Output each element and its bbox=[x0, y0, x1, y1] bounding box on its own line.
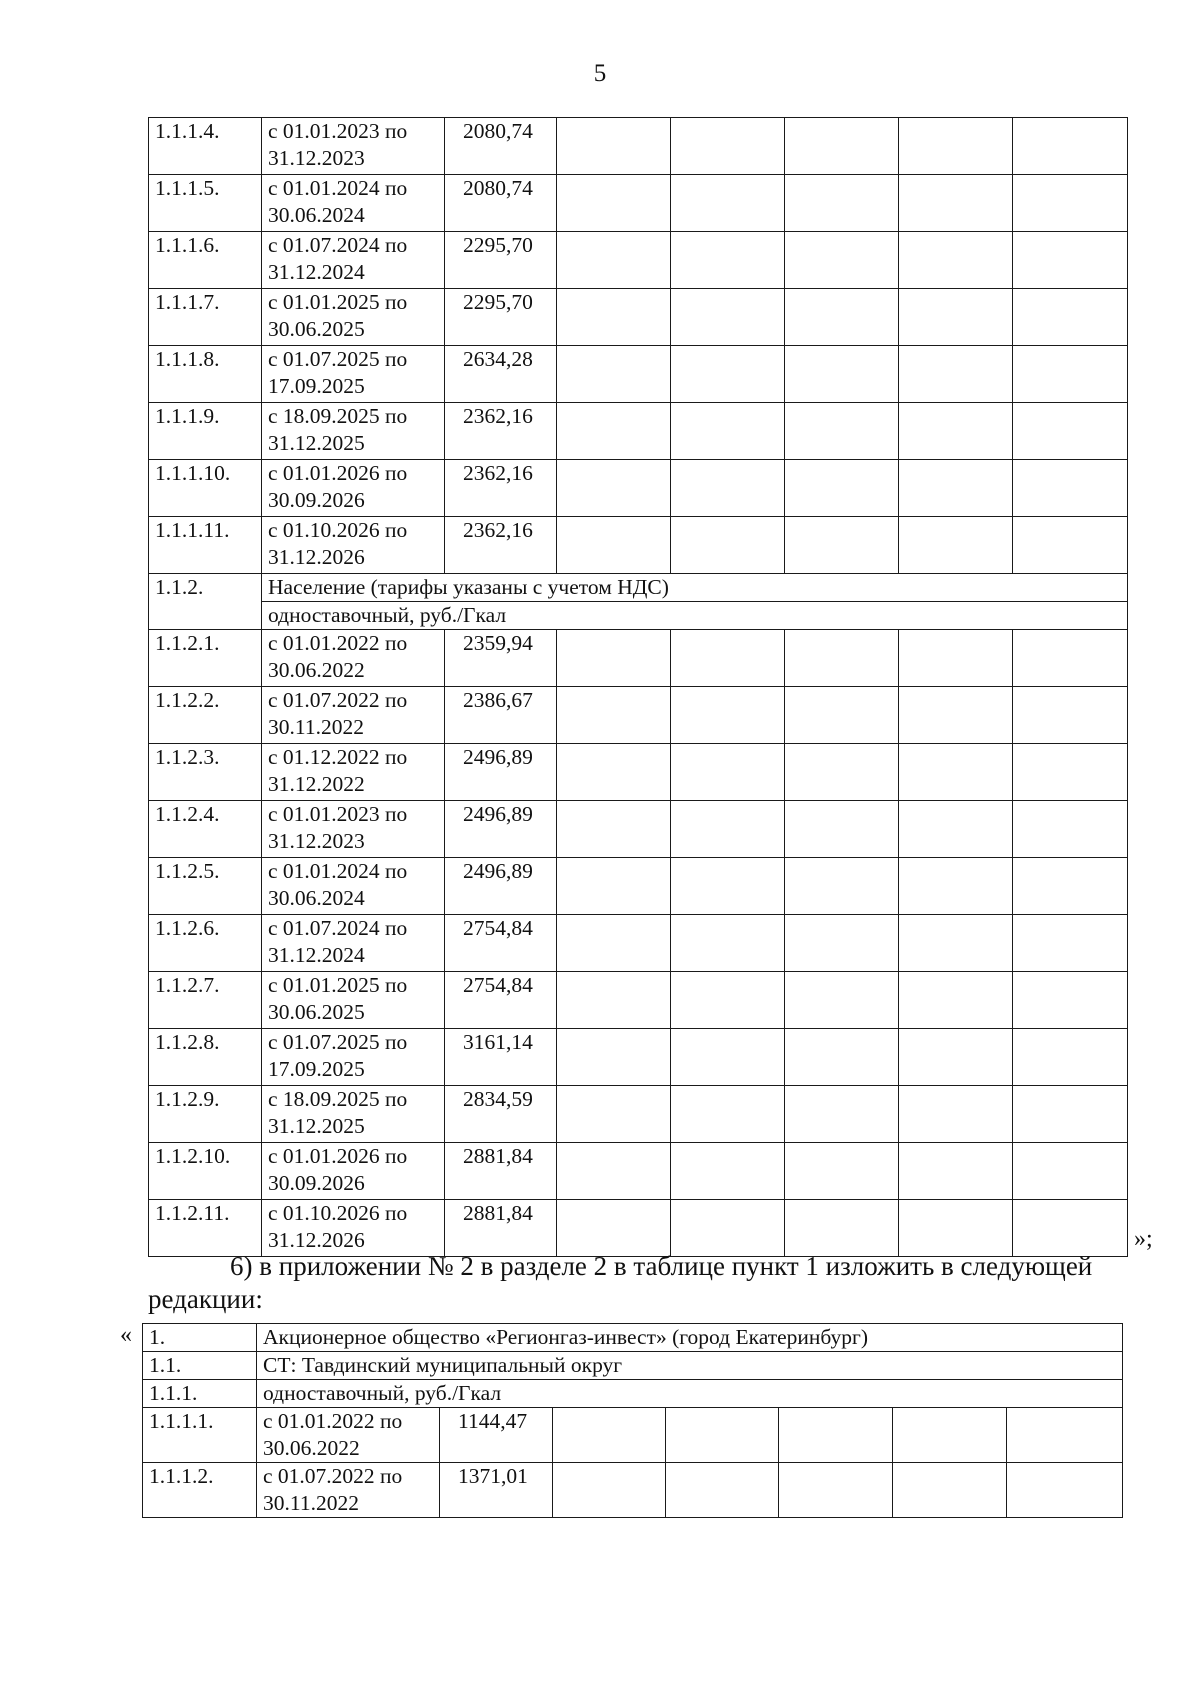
empty-cell bbox=[785, 1143, 899, 1200]
empty-cell bbox=[666, 1408, 779, 1463]
empty-cell bbox=[557, 687, 671, 744]
row-period bbox=[262, 744, 445, 801]
closing-quote: »; bbox=[1134, 1226, 1153, 1252]
empty-cell bbox=[899, 118, 1013, 175]
period-start: с 01.07.2025 по bbox=[268, 1030, 408, 1054]
group-row bbox=[149, 574, 1128, 602]
empty-cell bbox=[1013, 801, 1128, 858]
empty-cell bbox=[671, 232, 785, 289]
row-value: 2362,16 bbox=[445, 517, 557, 574]
header-row bbox=[143, 1324, 1123, 1352]
empty-cell bbox=[785, 460, 899, 517]
empty-cell bbox=[899, 175, 1013, 232]
row-value: 1371,01 bbox=[440, 1463, 553, 1518]
empty-cell bbox=[899, 403, 1013, 460]
empty-cell bbox=[671, 460, 785, 517]
group-subtitle-row bbox=[149, 602, 1128, 630]
row-code: 1.1.2.1. bbox=[149, 630, 262, 687]
table-row bbox=[149, 858, 1128, 915]
row-value: 2080,74 bbox=[445, 175, 557, 232]
empty-cell bbox=[553, 1408, 666, 1463]
empty-cell bbox=[557, 1143, 671, 1200]
empty-cell bbox=[1013, 1200, 1128, 1257]
row-period bbox=[257, 1463, 440, 1518]
row-value: 2496,89 bbox=[445, 858, 557, 915]
empty-cell bbox=[785, 1200, 899, 1257]
row-period bbox=[262, 915, 445, 972]
period-start: с 01.01.2023 по bbox=[268, 119, 408, 143]
empty-cell bbox=[1013, 744, 1128, 801]
empty-cell bbox=[785, 118, 899, 175]
row-period bbox=[262, 517, 445, 574]
period-start: с 01.01.2025 по bbox=[268, 973, 408, 997]
header-row bbox=[143, 1380, 1123, 1408]
empty-cell bbox=[1013, 1029, 1128, 1086]
row-code: 1.1.2.5. bbox=[149, 858, 262, 915]
row-value: 1144,47 bbox=[440, 1408, 553, 1463]
row-period bbox=[262, 460, 445, 517]
empty-cell bbox=[785, 687, 899, 744]
row-value: 2386,67 bbox=[445, 687, 557, 744]
row-code: 1.1.1.6. bbox=[149, 232, 262, 289]
empty-cell bbox=[557, 1086, 671, 1143]
empty-cell bbox=[1013, 1143, 1128, 1200]
empty-cell bbox=[899, 858, 1013, 915]
empty-cell bbox=[899, 972, 1013, 1029]
opening-quote: « bbox=[120, 1322, 132, 1348]
empty-cell bbox=[557, 801, 671, 858]
row-value: 3161,14 bbox=[445, 1029, 557, 1086]
group-subtitle: одноставочный, руб./Гкал bbox=[262, 602, 1128, 630]
empty-cell bbox=[1013, 1086, 1128, 1143]
table-row bbox=[149, 289, 1128, 346]
empty-cell bbox=[557, 346, 671, 403]
empty-cell bbox=[785, 1086, 899, 1143]
empty-cell bbox=[899, 1086, 1013, 1143]
row-value: 2496,89 bbox=[445, 744, 557, 801]
empty-cell bbox=[557, 858, 671, 915]
empty-cell bbox=[899, 801, 1013, 858]
period-end: 30.06.2025 bbox=[268, 1000, 365, 1024]
period-start: с 01.01.2023 по bbox=[268, 802, 408, 826]
empty-cell bbox=[557, 118, 671, 175]
row-code: 1.1.1.1. bbox=[143, 1408, 257, 1463]
row-period bbox=[262, 175, 445, 232]
row-value: 2359,94 bbox=[445, 630, 557, 687]
table-row bbox=[149, 1200, 1128, 1257]
empty-cell bbox=[1013, 403, 1128, 460]
row-code: 1.1.1.9. bbox=[149, 403, 262, 460]
empty-cell bbox=[779, 1408, 893, 1463]
header-text: СТ: Тавдинский муниципальный округ bbox=[257, 1352, 1123, 1380]
period-end: 31.12.2025 bbox=[268, 1114, 365, 1138]
row-code: 1.1.2.2. bbox=[149, 687, 262, 744]
table-row bbox=[149, 232, 1128, 289]
empty-cell bbox=[1013, 630, 1128, 687]
table-row bbox=[143, 1408, 1123, 1463]
empty-cell bbox=[899, 687, 1013, 744]
empty-cell bbox=[671, 744, 785, 801]
empty-cell bbox=[899, 1029, 1013, 1086]
table-row bbox=[149, 687, 1128, 744]
empty-cell bbox=[671, 630, 785, 687]
row-period bbox=[262, 1029, 445, 1086]
period-start: с 01.01.2026 по bbox=[268, 461, 408, 485]
empty-cell bbox=[785, 232, 899, 289]
empty-cell bbox=[671, 1029, 785, 1086]
empty-cell bbox=[785, 289, 899, 346]
empty-cell bbox=[671, 403, 785, 460]
empty-cell bbox=[671, 687, 785, 744]
period-start: с 01.01.2025 по bbox=[268, 290, 408, 314]
paragraph-line-2: редакции: bbox=[148, 1284, 263, 1314]
table-row bbox=[149, 1086, 1128, 1143]
row-code: 1.1.2.4. bbox=[149, 801, 262, 858]
tariff-table-continued bbox=[148, 117, 1128, 1257]
empty-cell bbox=[785, 915, 899, 972]
row-value: 2834,59 bbox=[445, 1086, 557, 1143]
row-period bbox=[262, 403, 445, 460]
empty-cell bbox=[557, 972, 671, 1029]
period-start: с 01.07.2022 по bbox=[268, 688, 408, 712]
empty-cell bbox=[557, 1029, 671, 1086]
empty-cell bbox=[785, 175, 899, 232]
empty-cell bbox=[899, 346, 1013, 403]
empty-cell bbox=[1013, 175, 1128, 232]
row-period bbox=[262, 118, 445, 175]
row-period bbox=[262, 1086, 445, 1143]
table-row bbox=[149, 801, 1128, 858]
row-period bbox=[262, 687, 445, 744]
empty-cell bbox=[1013, 118, 1128, 175]
empty-cell bbox=[557, 744, 671, 801]
period-end: 17.09.2025 bbox=[268, 374, 365, 398]
empty-cell bbox=[785, 744, 899, 801]
row-value: 2295,70 bbox=[445, 289, 557, 346]
row-code: 1.1.2.3. bbox=[149, 744, 262, 801]
period-end: 30.06.2022 bbox=[268, 658, 365, 682]
empty-cell bbox=[899, 289, 1013, 346]
table-row bbox=[149, 403, 1128, 460]
empty-cell bbox=[1013, 915, 1128, 972]
row-period bbox=[262, 858, 445, 915]
row-period bbox=[262, 346, 445, 403]
empty-cell bbox=[1013, 858, 1128, 915]
period-start: с 01.01.2024 по bbox=[268, 176, 408, 200]
amendment-paragraph bbox=[148, 1250, 1168, 1316]
empty-cell bbox=[1007, 1408, 1123, 1463]
empty-cell bbox=[1013, 972, 1128, 1029]
table-row bbox=[149, 744, 1128, 801]
row-code: 1.1.1.8. bbox=[149, 346, 262, 403]
row-period bbox=[257, 1408, 440, 1463]
empty-cell bbox=[671, 1086, 785, 1143]
row-value: 2080,74 bbox=[445, 118, 557, 175]
empty-cell bbox=[899, 915, 1013, 972]
table-row bbox=[149, 1143, 1128, 1200]
period-end: 30.09.2026 bbox=[268, 488, 365, 512]
empty-cell bbox=[1007, 1463, 1123, 1518]
group-code: 1.1.2. bbox=[149, 574, 262, 630]
empty-cell bbox=[785, 630, 899, 687]
empty-cell bbox=[671, 517, 785, 574]
header-row bbox=[143, 1352, 1123, 1380]
empty-cell bbox=[671, 915, 785, 972]
row-code: 1.1.1.2. bbox=[143, 1463, 257, 1518]
tariff-table-new bbox=[142, 1323, 1123, 1518]
empty-cell bbox=[1013, 346, 1128, 403]
period-end: 31.12.2025 bbox=[268, 431, 365, 455]
empty-cell bbox=[553, 1463, 666, 1518]
row-value: 2881,84 bbox=[445, 1143, 557, 1200]
period-end: 31.12.2023 bbox=[268, 829, 365, 853]
period-start: с 01.07.2024 по bbox=[268, 233, 408, 257]
empty-cell bbox=[666, 1463, 779, 1518]
row-code: 1.1.1.4. bbox=[149, 118, 262, 175]
row-period bbox=[262, 1143, 445, 1200]
paragraph-line-1: 6) в приложении № 2 в разделе 2 в таблице пункт 1 изложить в следующей bbox=[230, 1251, 1093, 1281]
empty-cell bbox=[671, 801, 785, 858]
row-code: 1.1.1.11. bbox=[149, 517, 262, 574]
empty-cell bbox=[785, 346, 899, 403]
row-code: 1.1.2.10. bbox=[149, 1143, 262, 1200]
row-period bbox=[262, 630, 445, 687]
empty-cell bbox=[893, 1408, 1007, 1463]
empty-cell bbox=[557, 915, 671, 972]
period-end: 30.11.2022 bbox=[263, 1491, 359, 1515]
period-end: 17.09.2025 bbox=[268, 1057, 365, 1081]
row-code: 1.1.2.9. bbox=[149, 1086, 262, 1143]
empty-cell bbox=[899, 630, 1013, 687]
row-code: 1.1.1.7. bbox=[149, 289, 262, 346]
period-start: с 01.01.2024 по bbox=[268, 859, 408, 883]
empty-cell bbox=[671, 118, 785, 175]
period-start: с 01.01.2022 по bbox=[263, 1409, 403, 1433]
empty-cell bbox=[557, 289, 671, 346]
empty-cell bbox=[671, 1143, 785, 1200]
empty-cell bbox=[557, 232, 671, 289]
period-end: 30.06.2025 bbox=[268, 317, 365, 341]
empty-cell bbox=[671, 858, 785, 915]
table-row bbox=[149, 346, 1128, 403]
empty-cell bbox=[785, 517, 899, 574]
empty-cell bbox=[899, 517, 1013, 574]
empty-cell bbox=[1013, 232, 1128, 289]
table-row bbox=[149, 972, 1128, 1029]
empty-cell bbox=[1013, 687, 1128, 744]
row-value: 2295,70 bbox=[445, 232, 557, 289]
period-start: с 01.12.2022 по bbox=[268, 745, 408, 769]
empty-cell bbox=[893, 1463, 1007, 1518]
empty-cell bbox=[557, 460, 671, 517]
empty-cell bbox=[1013, 289, 1128, 346]
empty-cell bbox=[671, 175, 785, 232]
empty-cell bbox=[899, 460, 1013, 517]
header-code: 1.1.1. bbox=[143, 1380, 257, 1408]
period-end: 31.12.2022 bbox=[268, 772, 365, 796]
empty-cell bbox=[671, 972, 785, 1029]
row-period bbox=[262, 972, 445, 1029]
period-end: 30.06.2024 bbox=[268, 886, 365, 910]
empty-cell bbox=[671, 1200, 785, 1257]
table-row bbox=[149, 175, 1128, 232]
period-end: 30.09.2026 bbox=[268, 1171, 365, 1195]
period-end: 31.12.2023 bbox=[268, 146, 365, 170]
row-code: 1.1.2.7. bbox=[149, 972, 262, 1029]
header-code: 1.1. bbox=[143, 1352, 257, 1380]
row-value: 2754,84 bbox=[445, 972, 557, 1029]
period-start: с 01.01.2022 по bbox=[268, 631, 408, 655]
empty-cell bbox=[785, 972, 899, 1029]
period-end: 31.12.2026 bbox=[268, 1228, 365, 1252]
period-start: с 01.01.2026 по bbox=[268, 1144, 408, 1168]
empty-cell bbox=[557, 175, 671, 232]
row-period bbox=[262, 1200, 445, 1257]
row-value: 2881,84 bbox=[445, 1200, 557, 1257]
empty-cell bbox=[557, 517, 671, 574]
empty-cell bbox=[899, 744, 1013, 801]
period-start: с 01.07.2024 по bbox=[268, 916, 408, 940]
empty-cell bbox=[785, 403, 899, 460]
empty-cell bbox=[1013, 517, 1128, 574]
empty-cell bbox=[671, 289, 785, 346]
table-row bbox=[149, 460, 1128, 517]
empty-cell bbox=[779, 1463, 893, 1518]
header-text: одноставочный, руб./Гкал bbox=[257, 1380, 1123, 1408]
period-start: с 01.07.2022 по bbox=[263, 1464, 403, 1488]
period-start: с 01.07.2025 по bbox=[268, 347, 408, 371]
row-period bbox=[262, 801, 445, 858]
period-end: 30.06.2024 bbox=[268, 203, 365, 227]
period-start: с 01.10.2026 по bbox=[268, 518, 408, 542]
empty-cell bbox=[557, 1200, 671, 1257]
table-row bbox=[149, 915, 1128, 972]
page-number: 5 bbox=[593, 60, 607, 87]
row-code: 1.1.1.5. bbox=[149, 175, 262, 232]
period-start: с 18.09.2025 по bbox=[268, 1087, 408, 1111]
period-start: с 01.10.2026 по bbox=[268, 1201, 408, 1225]
empty-cell bbox=[785, 1029, 899, 1086]
table-row bbox=[149, 118, 1128, 175]
header-code: 1. bbox=[143, 1324, 257, 1352]
row-code: 1.1.2.6. bbox=[149, 915, 262, 972]
group-title: Население (тарифы указаны с учетом НДС) bbox=[262, 574, 1128, 602]
table-row bbox=[149, 1029, 1128, 1086]
row-value: 2496,89 bbox=[445, 801, 557, 858]
row-value: 2754,84 bbox=[445, 915, 557, 972]
period-end: 30.11.2022 bbox=[268, 715, 364, 739]
row-code: 1.1.1.10. bbox=[149, 460, 262, 517]
table-row bbox=[149, 630, 1128, 687]
row-code: 1.1.2.11. bbox=[149, 1200, 262, 1257]
row-value: 2634,28 bbox=[445, 346, 557, 403]
empty-cell bbox=[899, 232, 1013, 289]
table-row bbox=[149, 517, 1128, 574]
empty-cell bbox=[671, 346, 785, 403]
table-row bbox=[143, 1463, 1123, 1518]
period-start: с 18.09.2025 по bbox=[268, 404, 408, 428]
period-end: 31.12.2026 bbox=[268, 545, 365, 569]
empty-cell bbox=[557, 630, 671, 687]
empty-cell bbox=[899, 1143, 1013, 1200]
row-value: 2362,16 bbox=[445, 460, 557, 517]
empty-cell bbox=[785, 801, 899, 858]
empty-cell bbox=[899, 1200, 1013, 1257]
empty-cell bbox=[557, 403, 671, 460]
period-end: 31.12.2024 bbox=[268, 260, 365, 284]
period-end: 31.12.2024 bbox=[268, 943, 365, 967]
row-period bbox=[262, 289, 445, 346]
empty-cell bbox=[785, 858, 899, 915]
row-period bbox=[262, 232, 445, 289]
row-code: 1.1.2.8. bbox=[149, 1029, 262, 1086]
period-end: 30.06.2022 bbox=[263, 1436, 360, 1460]
empty-cell bbox=[1013, 460, 1128, 517]
row-value: 2362,16 bbox=[445, 403, 557, 460]
header-text: Акционерное общество «Регионгаз-инвест» (город Екатеринбург) bbox=[257, 1324, 1123, 1352]
